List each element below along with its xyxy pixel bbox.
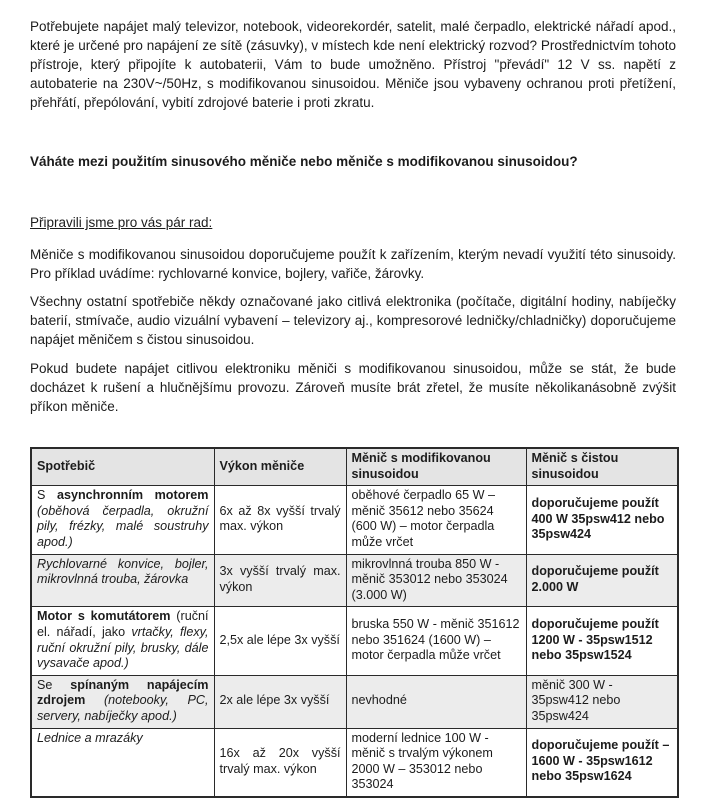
paragraph-modified-sine: Měniče s modifikovanou sinusoidou doporučujeme použít k zařízením, kterým nevadí využití této sinusoidy. Pro příklad uvádíme: rychlovarné konvice, bojlery, vařiče, žárovky. xyxy=(30,247,676,281)
appliance-text-segment: vrtačky, flexy, ruční okružní pily, brusky, dále vysavače apod.) xyxy=(37,624,209,671)
appliance-text-segment: Motor s komutátorem xyxy=(37,609,171,624)
appliance-text-segment: Rychlovarné konvice, bojler, mikrovlnná trouba, žárovka xyxy=(37,556,209,587)
appliance-text-segment xyxy=(85,693,104,707)
column-header-appliance: Spotřebič xyxy=(31,448,214,486)
appliance-cell xyxy=(31,675,214,728)
table-header-row xyxy=(31,448,678,486)
paragraph-sensitive-electronics: Všechny ostatní spotřebiče někdy označované jako citlivá elektronika (počítače, digitální hodiny, nabíječky baterií, stmívače, audio vizuální vybavení – televizory aj., kompresorové ledničky/chladničky) doporučujeme napájet měničem s čistou sinusoidou. xyxy=(30,294,676,347)
appliance-text-segment: S xyxy=(37,488,57,503)
pure-sine-cell: měnič 300 W - 35psw412 nebo 35psw424 xyxy=(526,675,678,728)
appliance-cell xyxy=(31,728,214,797)
inverter-power-cell: 2,5x ale lépe 3x vyšší xyxy=(214,607,346,675)
inverter-power-cell: 2x ale lépe 3x vyšší xyxy=(214,675,346,728)
appliance-text-segment: Lednice a mrazáky xyxy=(37,730,143,745)
inverter-power-cell: 16x až 20x vyšší trvalý max. výkon xyxy=(214,728,346,797)
appliance-text-segment: (notebooky, PC, servery, nabíječky apod.) xyxy=(37,693,209,723)
table-row xyxy=(31,607,678,675)
tips-heading: Připravili jsme pro vás pár rad: xyxy=(30,215,213,230)
pure-sine-cell: doporučujeme použít 400 W 35psw412 nebo 35psw424 xyxy=(526,486,678,554)
modified-sine-cell: moderní lednice 100 W - měnič s trvalým výkonem 2000 W – 353012 nebo 353024 xyxy=(346,728,526,797)
modified-sine-cell: mikrovlnná trouba 850 W - měnič 353012 nebo 353024 (3.000 W) xyxy=(346,554,526,607)
appliance-text-segment: Se xyxy=(37,677,71,692)
column-header-pure-sine: Měnič s čistou sinusoidou xyxy=(526,448,678,486)
paragraph-warning: Pokud budete napájet citlivou elektroniku měniči s modifikovanou sinusoidou, může se stát, že bude docházet k rušení a hlučnějšímu provozu. Zároveň musíte brát zřetel, že musíte několikanásobně zvýšit příkon měniče. xyxy=(30,361,676,414)
pure-sine-cell: doporučujeme použít 2.000 W xyxy=(526,554,678,607)
column-header-inverter-power: Výkon měniče xyxy=(214,448,346,486)
table-row xyxy=(31,728,678,797)
appliance-text-segment: (ruční el. nářadí, jako xyxy=(37,609,209,639)
inverter-power-cell: 3x vyšší trvalý max. výkon xyxy=(214,554,346,607)
inverter-power-cell: 6x až 8x vyšší trvalý max. výkon xyxy=(214,486,346,554)
modified-sine-cell: oběhové čerpadlo 65 W – měnič 35612 nebo 35624 (600 W) – motor čerpadla může vrčet xyxy=(346,486,526,554)
pure-sine-cell: doporučujeme použít 1200 W - 35psw1512 nebo 35psw1524 xyxy=(526,607,678,675)
appliance-cell xyxy=(31,486,214,554)
table-body xyxy=(31,486,678,797)
intro-paragraph: Potřebujete napájet malý televizor, notebook, videorekordér, satelit, malé čerpadlo, elektrické nářadí apod., které je určené pro napájení ze sítě (zásuvky), v místech kde není elektrický rozvod? Prostřednictvím tohoto přístroje, který připojíte k autobaterii, Vám to bude umožněno. Přístroj "převádí" 12 V ss. napětí z autobaterie na 230V~/50Hz, s modifikovanou sinusoidou. Měniče jsou vybaveny ochranou proti přetížení, přehřátí, přepólování, vybití zdrojové baterie i proti zkratu. xyxy=(30,19,676,110)
table-row xyxy=(31,554,678,607)
appliance-text-segment: spínaným napájecím zdrojem xyxy=(37,677,209,708)
column-header-modified-sine: Měnič s modifikovanou sinusoidou xyxy=(346,448,526,486)
table-row xyxy=(31,675,678,728)
inverter-comparison-table xyxy=(30,447,679,798)
appliance-text-segment: (oběhová čerpadla, okružní pily, frézky, malé soustruhy apod.) xyxy=(37,503,209,549)
modified-sine-cell: nevhodné xyxy=(346,675,526,728)
appliance-cell xyxy=(31,607,214,675)
table-row xyxy=(31,486,678,554)
appliance-cell xyxy=(31,554,214,607)
pure-sine-cell: doporučujeme použít – 1600 W - 35psw1612 nebo 35psw1624 xyxy=(526,728,678,797)
modified-sine-cell: bruska 550 W - měnič 351612 nebo 351624 (1600 W) – motor čerpadla může vrčet xyxy=(346,607,526,675)
question-heading: Váháte mezi použitím sinusového měniče nebo měniče s modifikovanou sinusoidou? xyxy=(30,154,578,169)
appliance-text-segment: asynchronním motorem xyxy=(56,488,209,503)
